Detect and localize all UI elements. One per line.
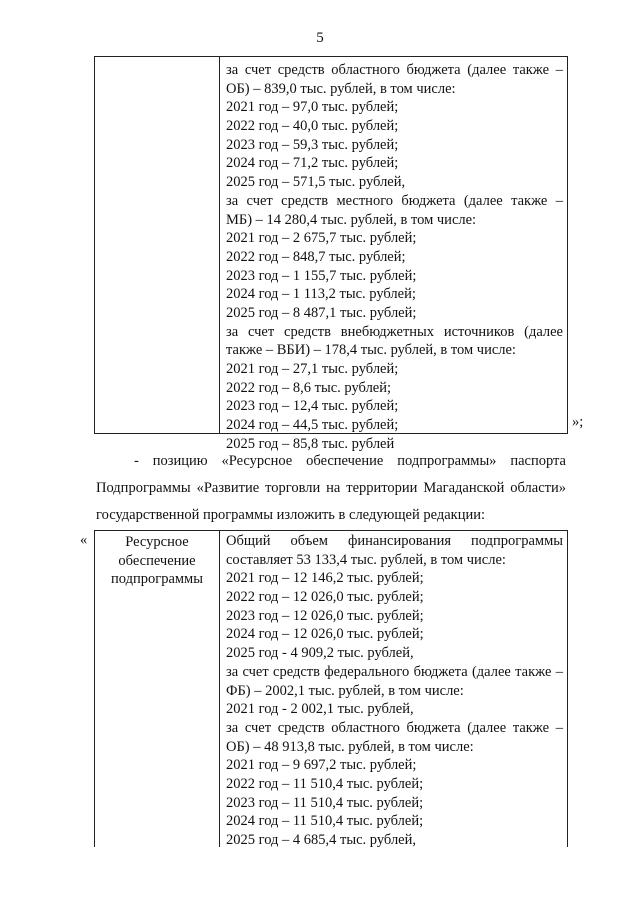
funding-details-cell xyxy=(226,532,563,850)
funding-line: за счет средств внебюджетных источников (далее xyxy=(226,323,563,340)
funding-line: МБ) – 14 280,4 тыс. рублей, в том числе: xyxy=(226,211,477,228)
funding-line: за счет средств местного бюджета (далее также – xyxy=(226,192,563,209)
row-label-line: Ресурсное xyxy=(125,534,189,550)
funding-line: также – ВБИ) – 178,4 тыс. рублей, в том числе: xyxy=(226,342,516,359)
column-divider xyxy=(219,57,220,433)
funding-line: 2023 год – 1 155,7 тыс. рублей; xyxy=(226,267,417,284)
funding-line: 2022 год – 12 026,0 тыс. рублей; xyxy=(226,589,424,606)
page-number: 5 xyxy=(316,30,324,46)
funding-line: 2021 год – 12 146,2 тыс. рублей; xyxy=(226,570,424,587)
paragraph-line: - позицию «Ресурсное обеспечение подпрограммы» паспорта xyxy=(134,453,566,469)
funding-line: за счет средств областного бюджета (далее также – xyxy=(226,62,563,78)
closing-quote: »; xyxy=(572,414,584,430)
funding-line: Общий объем финансирования подпрограммы xyxy=(226,533,563,549)
funding-line: 2025 год – 8 487,1 тыс. рублей; xyxy=(226,304,417,321)
column-divider xyxy=(219,531,220,847)
funding-line: 2021 год – 27,1 тыс. рублей; xyxy=(226,361,399,377)
funding-line: 2021 год – 2 675,7 тыс. рублей; xyxy=(226,230,417,247)
funding-line: 2025 год – 4 685,4 тыс. рублей, xyxy=(226,832,417,848)
opening-quote: « xyxy=(80,532,88,548)
funding-line: 2021 год - 2 002,1 тыс. рублей, xyxy=(226,701,414,718)
funding-line: ОБ) – 48 913,8 тыс. рублей, в том числе: xyxy=(226,738,474,755)
row-label-line: подпрограммы xyxy=(111,571,203,588)
funding-line: 2023 год – 12,4 тыс. рублей; xyxy=(226,398,399,415)
funding-line: 2022 год – 848,7 тыс. рублей; xyxy=(226,248,406,265)
funding-line: 2025 год - 4 909,2 тыс. рублей, xyxy=(226,645,414,662)
funding-line: 2023 год – 12 026,0 тыс. рублей; xyxy=(226,607,424,624)
resource-provision-table xyxy=(94,530,568,847)
funding-line: 2021 год – 9 697,2 тыс. рублей; xyxy=(226,757,417,774)
funding-line: 2024 год – 1 113,2 тыс. рублей; xyxy=(226,286,416,303)
row-label-line: обеспечение xyxy=(118,552,196,569)
funding-line: ОБ) – 839,0 тыс. рублей, в том числе: xyxy=(226,80,456,97)
funding-line: 2024 год – 11 510,4 тыс. рублей; xyxy=(226,813,424,830)
funding-line: составляет 53 133,4 тыс. рублей, в том числе: xyxy=(226,551,506,568)
paragraph-line: Подпрограммы «Развитие торговли на территории Магаданской области» xyxy=(96,480,566,496)
funding-line: 2024 год – 44,5 тыс. рублей; xyxy=(226,417,399,434)
funding-line: 2022 год – 8,6 тыс. рублей; xyxy=(226,379,392,396)
funding-line: за счет средств областного бюджета (далее также – xyxy=(226,719,563,736)
funding-line: 2021 год – 97,0 тыс. рублей; xyxy=(226,99,399,116)
funding-details-cell xyxy=(226,61,563,453)
row-label-cell xyxy=(95,533,219,589)
funding-table-continuation xyxy=(94,56,568,452)
funding-line: 2025 год – 571,5 тыс. рублей, xyxy=(226,174,406,191)
funding-line: за счет средств федерального бюджета (далее также – xyxy=(226,663,563,680)
instruction-paragraph xyxy=(96,448,566,529)
funding-line: 2022 год – 11 510,4 тыс. рублей; xyxy=(226,775,424,792)
funding-line: 2023 год – 11 510,4 тыс. рублей; xyxy=(226,794,424,811)
funding-line: 2024 год – 71,2 тыс. рублей; xyxy=(226,155,399,172)
funding-line: 2022 год – 40,0 тыс. рублей; xyxy=(226,118,399,135)
funding-line: 2023 год – 59,3 тыс. рублей; xyxy=(226,136,399,153)
funding-line: ФБ) – 2002,1 тыс. рублей, в том числе: xyxy=(226,682,464,699)
paragraph-line: государственной программы изложить в следующей редакции: xyxy=(96,507,486,523)
funding-line: 2025 год – 85,8 тыс. рублей xyxy=(226,435,395,452)
funding-line: 2024 год – 12 026,0 тыс. рублей; xyxy=(226,626,424,643)
